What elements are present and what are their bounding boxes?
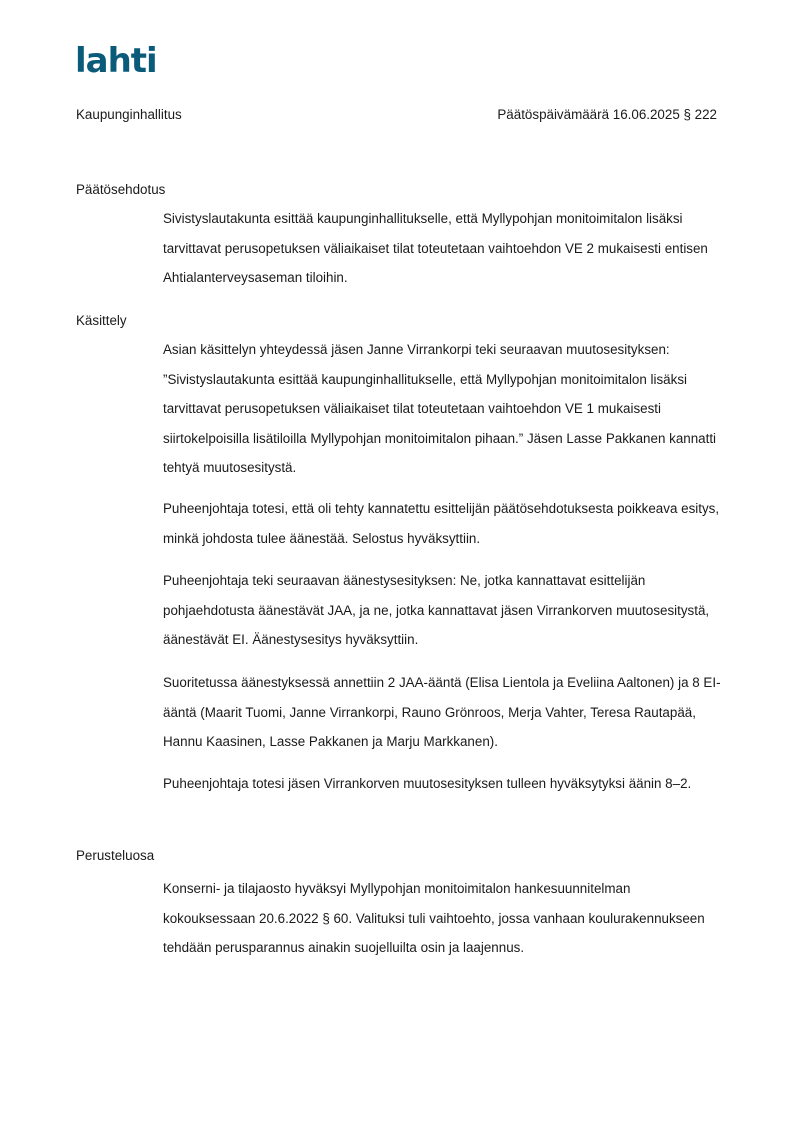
section-title-proposal: Päätösehdotus xyxy=(76,182,166,197)
lahti-logo: lahti xyxy=(75,41,157,81)
paragraph-handling-motion: Asian käsittelyn yhteydessä jäsen Janne Virrankorpi teki seuraavan muutosesityksen: ”Sivistyslautakunta esittää kaupunginhallitukselle, että Myllypohjan monitoimitalon lisäksi tarvittavat perusopetuksen väliaikaiset tilat toteutetaan vaihtoehdon VE 1 mukaisesti siirtokelpoisilla lisätiloilla Myllypohjan monitoimitalon pihaan.” Jäsen Lasse Pakkanen kannatti tehtyä muutosesitystä. xyxy=(163,342,717,475)
section-title-rationale: Perusteluosa xyxy=(76,848,155,863)
paragraph-handling-vote-required: Puheenjohtaja totesi, että oli tehty kannatettu esittelijän päätösehdotuksesta poikkeava esitys, minkä johdosta tulee äänestää. Selostus hyväksyttiin. xyxy=(163,501,720,546)
decision-date: Päätöspäivämäärä 16.06.2025 § 222 xyxy=(497,107,717,122)
paragraph-proposal: Sivistyslautakunta esittää kaupunginhallitukselle, että Myllypohjan monitoimitalon lisäksi tarvittavat perusopetuksen väliaikaiset tilat toteutetaan vaihtoehdon VE 2 mukaisesti entisen Ahtialanterveysaseman tiloihin. xyxy=(163,211,708,285)
paragraph-handling-vote-result: Suoritetussa äänestyksessä annettiin 2 JAA-ääntä (Elisa Lientola ja Eveliina Aaltonen) ja 8 EI-ääntä (Maarit Tuomi, Janne Virrankorpi, Rauno Grönroos, Merja Vahter, Teresa Rautapää, Hannu Kaasinen, Lasse Pakkanen ja Marju Markkanen). xyxy=(163,675,721,749)
organ-name: Kaupunginhallitus xyxy=(76,107,182,122)
paragraph-rationale: Konserni- ja tilajaosto hyväksyi Myllypohjan monitoimitalon hankesuunnitelman kokouksessaan 20.6.2022 § 60. Valituksi tuli vaihtoehto, jossa vanhaan koulurakennukseen tehdään perusparannus ainakin suojelluilta osin ja laajennus. xyxy=(163,881,705,955)
section-title-handling: Käsittely xyxy=(76,313,127,328)
paragraph-handling-vote-proposal: Puheenjohtaja teki seuraavan äänestysesityksen: Ne, jotka kannattavat esittelijän pohjaehdotusta äänestävät JAA, ja ne, jotka kannattavat jäsen Virrankorven muutosesitystä, äänestävät EI. Äänestysesitys hyväksyttiin. xyxy=(163,573,710,647)
paragraph-handling-conclusion: Puheenjohtaja totesi jäsen Virrankorven muutosesityksen tulleen hyväksytyksi äänin 8–2. xyxy=(163,776,692,791)
